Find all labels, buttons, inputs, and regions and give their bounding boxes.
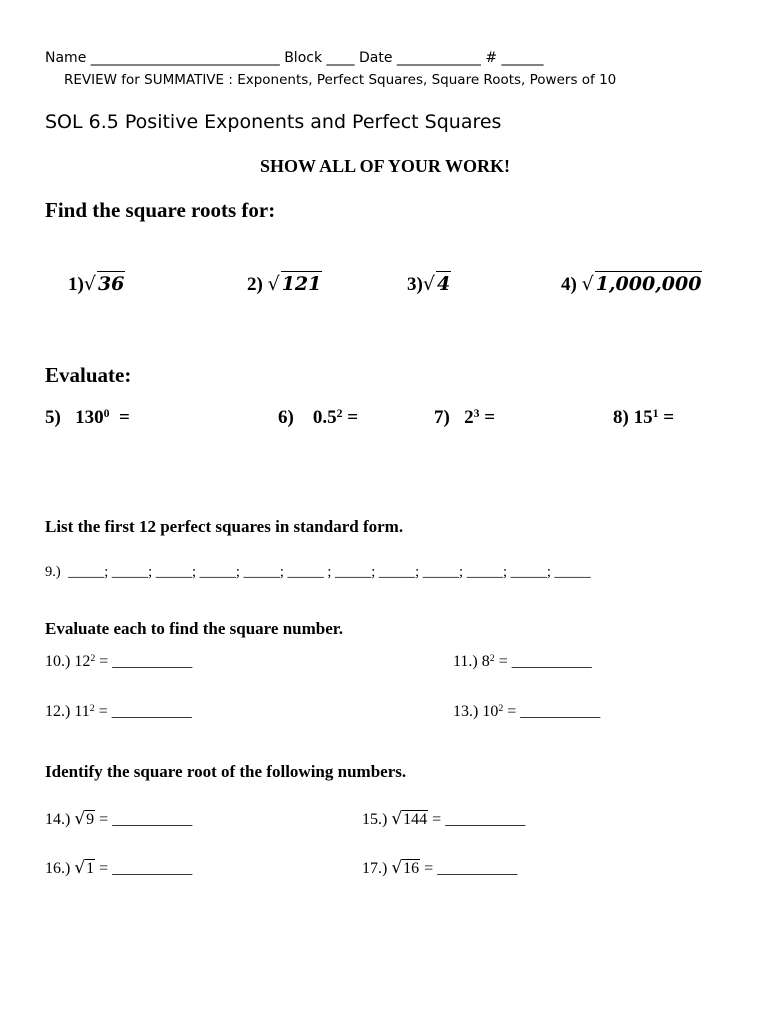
radical-icon: √: [74, 809, 86, 829]
radicand: 36: [97, 273, 125, 295]
perfect-squares-answer-line: 9.) _____; _____; _____; _____; _____; _____ ; _____; _____; _____; _____; _____; _____: [45, 564, 591, 580]
equals: =: [479, 407, 496, 428]
sqrt-problem-1: [68, 273, 125, 296]
radical-icon: √: [391, 809, 403, 829]
equals: =: [109, 407, 130, 428]
exponent: 2: [498, 702, 504, 714]
problem-label: 15.): [362, 811, 388, 828]
exponent: 2: [489, 652, 495, 664]
problem-label: 5): [45, 407, 61, 428]
root-problem-17: [362, 858, 517, 878]
radicand: 1,000,000: [595, 273, 702, 295]
exponent: 1: [652, 406, 659, 420]
page-title: SOL 6.5 Positive Exponents and Perfect Squares: [45, 111, 502, 133]
answer-blank: = __________: [428, 811, 526, 828]
equals: =: [658, 407, 675, 428]
square-problem-11: [453, 653, 592, 671]
problem-label: 12.): [45, 703, 71, 720]
sqrt-problem-4: [561, 273, 702, 296]
radical-icon: √: [391, 858, 403, 878]
evaluate-problem-8: [613, 407, 674, 429]
sqrt-problem-3: [407, 273, 451, 296]
problem-label: 10.): [45, 653, 71, 670]
radicand: 4: [436, 273, 451, 295]
radical-icon: √: [267, 273, 280, 295]
radical-icon: √: [83, 273, 96, 295]
answer-blank: = __________: [94, 703, 192, 720]
radical-icon: √: [422, 273, 435, 295]
problem-label: 7): [434, 407, 450, 428]
section3-heading: List the first 12 perfect squares in standard form.: [45, 517, 404, 536]
radicand: 9: [86, 811, 95, 828]
base: 15: [633, 407, 653, 428]
problem-label: 14.): [45, 811, 71, 828]
answer-blank: = __________: [494, 653, 592, 670]
root-problem-16: [45, 858, 192, 878]
exponent: 2: [89, 702, 95, 714]
radicand: 16: [403, 860, 420, 877]
root-problem-15: [362, 809, 525, 829]
section2-heading: Evaluate:: [45, 363, 132, 387]
square-problem-13: [453, 703, 600, 721]
square-problem-12: [45, 703, 192, 721]
base: 8: [481, 653, 490, 670]
base: 11: [74, 703, 90, 720]
problem-label: 13.): [453, 703, 479, 720]
answer-blank: = __________: [95, 811, 193, 828]
radical-icon: √: [581, 273, 594, 295]
problem-label: 3): [407, 274, 423, 295]
answer-blank: = __________: [420, 860, 518, 877]
radicand: 1: [86, 860, 95, 877]
section4-heading: Evaluate each to find the square number.: [45, 619, 343, 638]
problem-label: 11.): [453, 653, 478, 670]
header-review-line: REVIEW for SUMMATIVE : Exponents, Perfect Squares, Square Roots, Powers of 10: [64, 72, 617, 88]
exponent: 3: [473, 406, 480, 420]
problem-label: 17.): [362, 860, 388, 877]
section1-heading: Find the square roots for:: [45, 198, 276, 222]
instruction: SHOW ALL OF YOUR WORK!: [259, 156, 511, 176]
base: 0.5: [312, 407, 337, 428]
base: 12: [74, 653, 91, 670]
base: 10: [482, 703, 499, 720]
problem-label: 8): [613, 407, 629, 428]
base: 2: [464, 407, 474, 428]
answer-blank: = __________: [503, 703, 601, 720]
answer-blank: = __________: [95, 860, 193, 877]
problem-label: 4): [561, 274, 577, 295]
base: 130: [75, 407, 104, 428]
sqrt-problem-2: [247, 273, 322, 296]
exponent: 0: [103, 406, 110, 420]
evaluate-problem-7: [434, 407, 495, 429]
section5-heading: Identify the square root of the following numbers.: [45, 762, 407, 781]
radical-icon: √: [74, 858, 86, 878]
exponent: 2: [90, 652, 96, 664]
evaluate-problem-5: [45, 407, 130, 429]
root-problem-14: [45, 809, 192, 829]
problem-label: 6): [278, 407, 294, 428]
problem-label: 2): [247, 274, 263, 295]
evaluate-problem-6: [278, 407, 358, 429]
problem-label: 16.): [45, 860, 71, 877]
equals: =: [342, 407, 359, 428]
square-problem-10: [45, 653, 192, 671]
exponent: 2: [336, 406, 343, 420]
answer-blank: = __________: [95, 653, 193, 670]
problem-label: 1): [68, 274, 84, 295]
radicand: 121: [281, 273, 322, 295]
header-name-line: Name ___________________________ Block ____ Date ____________ # ______: [45, 50, 544, 66]
radicand: 144: [403, 811, 428, 828]
